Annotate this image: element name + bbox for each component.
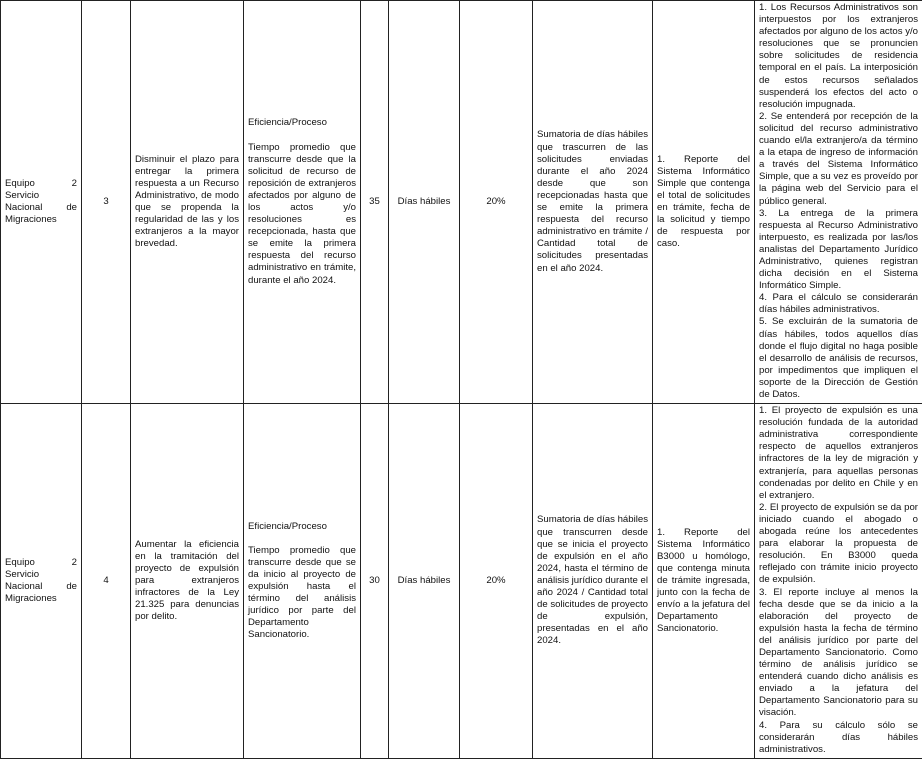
note-item: 1. Los Recursos Administrativos son interpuestos por los extranjeros afectados por alguno de los actos y/o resoluciones que se pronuncien sobre solicitudes de residencia temporal en el país. La interposición de estos recursos señalados suspenderá los efectos del acto o resolución impugnada. [759, 2, 918, 111]
notes-cell [755, 404, 922, 759]
notes-cell [755, 1, 922, 404]
note-item: 3. El reporte incluye al menos la fecha desde que se da inicio a la elaboración del proyecto de expulsión hasta la fecha de término del análisis jurídico por parte del Departamento Sancionatorio. Como término de análisis jurídico se entenderá cuando dicho análisis es enviado a la jefatura del Departamento Sancionatorio para su visación. [759, 587, 918, 720]
number-cell: 3 [82, 1, 131, 404]
unit-cell: Días hábiles [389, 1, 460, 404]
note-item: 2. El proyecto de expulsión se da por iniciado cuando el abogado o abogada reúne los antecedentes para elaborar la propuesta de resolución. En B3000 queda reflejado con trámite inicio proyecto de expulsión. [759, 502, 918, 587]
formula-cell: Sumatoria de días hábiles que trascurren de las solicitudes enviadas durante el año 2024 desde que son recepcionadas hasta que se emite la primera respuesta del recurso administrativo en trámite / Cantidad total de solicitudes presentadas en el año 2024. [533, 1, 653, 404]
verification-cell: 1. Reporte del Sistema Informático Simple que contenga el total de solicitudes en trámite, fecha de la solicitud y tiempo de respuesta por caso. [653, 1, 755, 404]
formula-cell: Sumatoria de días hábiles que transcurren desde que se inicia el proyecto de expulsión en el año 2024, hasta el término de análisis jurídico durante el año 2024 / Cantidad total de solicitudes de proyecto de expulsión, presentadas en el año 2024. [533, 404, 653, 759]
note-item: 2. Se entenderá por recepción de la solicitud del recurso administrativo cuando el/la extranjero/a da término a la etapa de ingreso de información a través del Sistema Informático Simple, que a su vez es proveído por la página web del Servicio para el público general. [759, 111, 918, 208]
unit-cell: Días hábiles [389, 404, 460, 759]
note-item: 1. El proyecto de expulsión es una resolución fundada de la autoridad administrativa correspondiente respecto de aquellos extranjeros infractores de la ley de migración y extranjería, para aquellas personas condenadas por delito en Chile y en el extranjero. [759, 405, 918, 502]
verification-cell: 1. Reporte del Sistema Informático B3000 u homólogo, que contenga minuta de trámite ingresada, junto con la fecha de envío a la jefatura del Departamento Sancionatorio. [653, 404, 755, 759]
indicator-cell [244, 1, 361, 404]
indicator-description: Tiempo promedio que transcurre desde que la solicitud de recurso de reposición de extranjeros afectados por alguno de los actos y/o resoluciones es recepcionada, hasta que se emite la primera respuesta del recurso administrativo en trámite, durante el año 2024. [248, 142, 356, 287]
note-item: 3. La entrega de la primera respuesta al Recurso Administrativo interpuesto, es realizada por las/los analistas del Departamento Jurídico Administrativo, quienes registran dicha decisión en el Sistema Informático Simple. [759, 208, 918, 293]
number-cell: 4 [82, 404, 131, 759]
weight-cell: 20% [460, 1, 533, 404]
indicator-description: Tiempo promedio que transcurre desde que se da inicio al proyecto de expulsión hasta el término del análisis jurídico por parte del Departamento Sancionatorio. [248, 545, 356, 642]
team-cell: Equipo 2 Servicio Nacional de Migraciones [1, 1, 82, 404]
target-cell: 30 [361, 404, 389, 759]
note-item: 4. Para el cálculo se considerarán días hábiles administrativos. [759, 292, 918, 316]
target-cell: 35 [361, 1, 389, 404]
indicator-type: Eficiencia/Proceso [248, 117, 356, 129]
note-item: 5. Se excluirán de la sumatoria de días hábiles, todos aquellos días donde el flujo digital no haga posible el desarrollo de análisis de recursos, por impedimentos que impliquen el soporte de la Dirección de Gestión de Datos. [759, 316, 918, 401]
indicator-type: Eficiencia/Proceso [248, 521, 356, 533]
goal-cell: Disminuir el plazo para entregar la primera respuesta a un Recurso Administrativo, de modo que se propenda la regularidad de las y los extranjeros a la mayor brevedad. [131, 1, 244, 404]
indicator-cell [244, 404, 361, 759]
team-cell: Equipo 2 Servicio Nacional de Migraciones [1, 404, 82, 759]
table-row [1, 404, 922, 759]
table-row [1, 1, 922, 404]
note-item: 4. Para su cálculo sólo se considerarán días hábiles administrativos. [759, 720, 918, 756]
weight-cell: 20% [460, 404, 533, 759]
goal-cell: Aumentar la eficiencia en la tramitación del proyecto de expulsión para extranjeros infractores de la Ley 21.325 para denuncias por delito. [131, 404, 244, 759]
